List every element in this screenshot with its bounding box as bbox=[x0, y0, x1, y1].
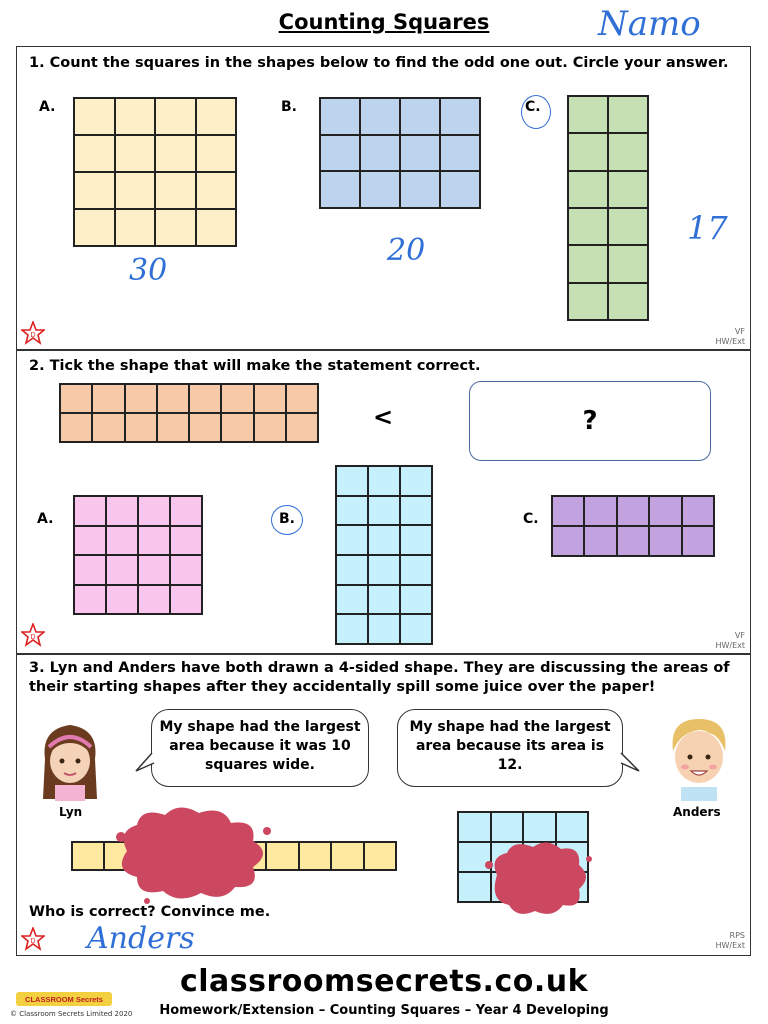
lyn-juice-spill bbox=[107, 801, 277, 905]
grid-square bbox=[360, 135, 400, 172]
svg-text:D: D bbox=[30, 634, 36, 641]
grid-square bbox=[584, 496, 616, 526]
grid-square bbox=[196, 135, 237, 172]
grid-square bbox=[115, 209, 156, 246]
anders-name: Anders bbox=[673, 805, 721, 819]
option-c-label: C. bbox=[523, 511, 539, 527]
less-than-symbol: < bbox=[373, 403, 394, 431]
grid-square bbox=[331, 842, 363, 870]
grid-square bbox=[320, 171, 360, 208]
grid-square bbox=[320, 98, 360, 135]
grid-square bbox=[336, 466, 368, 496]
anders-avatar bbox=[661, 709, 737, 801]
grid-square bbox=[221, 384, 253, 413]
grid-square bbox=[360, 171, 400, 208]
grid-square bbox=[568, 171, 608, 208]
grid-square bbox=[649, 526, 681, 556]
grid-square bbox=[400, 466, 432, 496]
shape-c-grid[interactable] bbox=[551, 495, 715, 557]
grid-square bbox=[125, 413, 157, 442]
copyright: © Classroom Secrets Limited 2020 bbox=[10, 1010, 133, 1018]
question-3-section bbox=[16, 654, 751, 956]
grid-square bbox=[138, 496, 170, 526]
shape-b-grid[interactable] bbox=[335, 465, 433, 645]
answer-b-handwritten: 20 bbox=[387, 233, 426, 268]
grid-square bbox=[400, 496, 432, 526]
grid-square bbox=[552, 526, 584, 556]
grid-square bbox=[682, 526, 714, 556]
grid-square bbox=[74, 585, 106, 615]
grid-square bbox=[568, 96, 608, 133]
footer-url[interactable]: classroomsecrets.co.uk bbox=[179, 964, 589, 999]
grid-square bbox=[60, 413, 92, 442]
grid-square bbox=[196, 172, 237, 209]
grid-square bbox=[155, 98, 196, 135]
grid-square bbox=[155, 135, 196, 172]
svg-text:D: D bbox=[30, 938, 36, 945]
grid-square bbox=[400, 525, 432, 555]
grid-square bbox=[364, 842, 396, 870]
grid-square bbox=[170, 585, 202, 615]
grid-square bbox=[400, 135, 440, 172]
grid-square bbox=[552, 496, 584, 526]
svg-text:D: D bbox=[30, 332, 36, 339]
grid-square bbox=[115, 98, 156, 135]
grid-square bbox=[170, 526, 202, 556]
grid-square bbox=[336, 585, 368, 615]
grid-square bbox=[189, 384, 221, 413]
grid-square bbox=[170, 555, 202, 585]
grid-square bbox=[336, 525, 368, 555]
grid-square bbox=[106, 585, 138, 615]
anders-speech-bubble: My shape had the largest area because its area is 12. bbox=[397, 709, 623, 787]
grid-square bbox=[92, 384, 124, 413]
grid-square bbox=[106, 526, 138, 556]
grid-square bbox=[254, 384, 286, 413]
grid-square bbox=[400, 171, 440, 208]
grid-square bbox=[74, 98, 115, 135]
grid-square bbox=[286, 413, 318, 442]
grid-square bbox=[336, 614, 368, 644]
answer-a-handwritten: 30 bbox=[129, 253, 168, 288]
grid-square bbox=[196, 209, 237, 246]
grid-square bbox=[336, 496, 368, 526]
grid-square bbox=[568, 133, 608, 170]
grid-square bbox=[138, 585, 170, 615]
grid-square bbox=[608, 96, 648, 133]
grid-square bbox=[189, 413, 221, 442]
grid-square bbox=[299, 842, 331, 870]
grid-square bbox=[138, 526, 170, 556]
grid-square bbox=[400, 614, 432, 644]
grid-square bbox=[106, 496, 138, 526]
difficulty-star-icon bbox=[21, 321, 45, 345]
grid-square bbox=[106, 555, 138, 585]
option-a-label: A. bbox=[39, 99, 56, 115]
question-mark: ? bbox=[582, 406, 598, 436]
question-1-prompt: 1. Count the squares in the shapes below to find the odd one out. Circle your answer. bbox=[29, 55, 729, 71]
question-1-tag: VF HW/Ext bbox=[715, 327, 745, 346]
grid-square bbox=[368, 614, 400, 644]
grid-square bbox=[360, 98, 400, 135]
grid-square bbox=[74, 135, 115, 172]
grid-square bbox=[196, 98, 237, 135]
grid-square bbox=[400, 555, 432, 585]
difficulty-star-icon bbox=[21, 623, 45, 647]
grid-square bbox=[115, 172, 156, 209]
difficulty-star-icon bbox=[21, 927, 45, 951]
grid-square bbox=[320, 135, 360, 172]
grid-square bbox=[157, 413, 189, 442]
grid-square bbox=[568, 208, 608, 245]
grid-square bbox=[286, 384, 318, 413]
anders-juice-spill bbox=[483, 835, 595, 921]
lyn-speech-bubble: My shape had the largest area because it was 10 squares wide. bbox=[151, 709, 369, 787]
svg-text:CLASSROOM Secrets: CLASSROOM Secrets bbox=[25, 995, 103, 1004]
anders-bubble-tail bbox=[615, 751, 641, 775]
grid-square bbox=[74, 172, 115, 209]
grid-square bbox=[617, 526, 649, 556]
question-3-prompt: 3. Lyn and Anders have both drawn a 4-sided shape. They are discussing the areas of their starting shapes after they accidentally spill some juice over the paper! bbox=[29, 660, 730, 695]
question-3-ask: Who is correct? Convince me. bbox=[29, 904, 271, 920]
grid-square bbox=[440, 171, 480, 208]
shape-b-grid bbox=[319, 97, 481, 209]
grid-square bbox=[608, 171, 648, 208]
grid-square bbox=[170, 496, 202, 526]
lyn-bubble-tail bbox=[135, 751, 159, 775]
grid-square bbox=[400, 98, 440, 135]
answer-handwritten: Anders bbox=[87, 921, 195, 956]
shape-a-grid bbox=[73, 97, 237, 247]
option-b-label: B. bbox=[279, 511, 295, 527]
grid-square bbox=[74, 496, 106, 526]
footer-subtitle: Homework/Extension – Counting Squares – Year 4 Developing bbox=[159, 1003, 609, 1018]
grid-square bbox=[608, 133, 648, 170]
grid-square bbox=[72, 842, 104, 870]
grid-square bbox=[138, 555, 170, 585]
grid-square bbox=[608, 208, 648, 245]
student-name-handwritten: Namo bbox=[598, 4, 701, 44]
grid-square bbox=[584, 526, 616, 556]
grid-square bbox=[368, 525, 400, 555]
grid-square bbox=[608, 245, 648, 282]
grid-square bbox=[608, 283, 648, 320]
question-2-prompt: 2. Tick the shape that will make the statement correct. bbox=[29, 358, 481, 374]
grid-square bbox=[440, 98, 480, 135]
question-1-section bbox=[16, 46, 751, 350]
question-3-tag: RPS HW/Ext bbox=[715, 931, 745, 950]
grid-square bbox=[617, 496, 649, 526]
question-2-tag: VF HW/Ext bbox=[715, 631, 745, 650]
grid-square bbox=[368, 555, 400, 585]
grid-square bbox=[155, 172, 196, 209]
grid-square bbox=[157, 384, 189, 413]
option-a-label: A. bbox=[37, 511, 54, 527]
grid-square bbox=[368, 585, 400, 615]
lyn-avatar bbox=[37, 719, 103, 801]
grid-square bbox=[568, 283, 608, 320]
grid-square bbox=[336, 555, 368, 585]
grid-square bbox=[254, 413, 286, 442]
option-b-label: B. bbox=[281, 99, 297, 115]
grid-square bbox=[92, 413, 124, 442]
grid-square bbox=[60, 384, 92, 413]
question-2-section bbox=[16, 350, 751, 654]
grid-square bbox=[155, 209, 196, 246]
shape-a-grid[interactable] bbox=[73, 495, 203, 615]
grid-square bbox=[74, 526, 106, 556]
grid-square bbox=[649, 496, 681, 526]
grid-square bbox=[74, 209, 115, 246]
page-title: Counting Squares bbox=[278, 10, 490, 34]
shape-c-grid bbox=[567, 95, 649, 321]
grid-square bbox=[125, 384, 157, 413]
grid-square bbox=[368, 496, 400, 526]
answer-c-handwritten: 17 bbox=[687, 209, 728, 247]
statement-grid bbox=[59, 383, 319, 443]
grid-square bbox=[568, 245, 608, 282]
grid-square bbox=[221, 413, 253, 442]
grid-square bbox=[115, 135, 156, 172]
grid-square bbox=[400, 585, 432, 615]
grid-square bbox=[368, 466, 400, 496]
grid-square bbox=[682, 496, 714, 526]
grid-square bbox=[74, 555, 106, 585]
option-c-label: C. bbox=[525, 99, 541, 115]
grid-square bbox=[440, 135, 480, 172]
unknown-shape-box[interactable] bbox=[469, 381, 711, 461]
lyn-name: Lyn bbox=[59, 805, 83, 819]
